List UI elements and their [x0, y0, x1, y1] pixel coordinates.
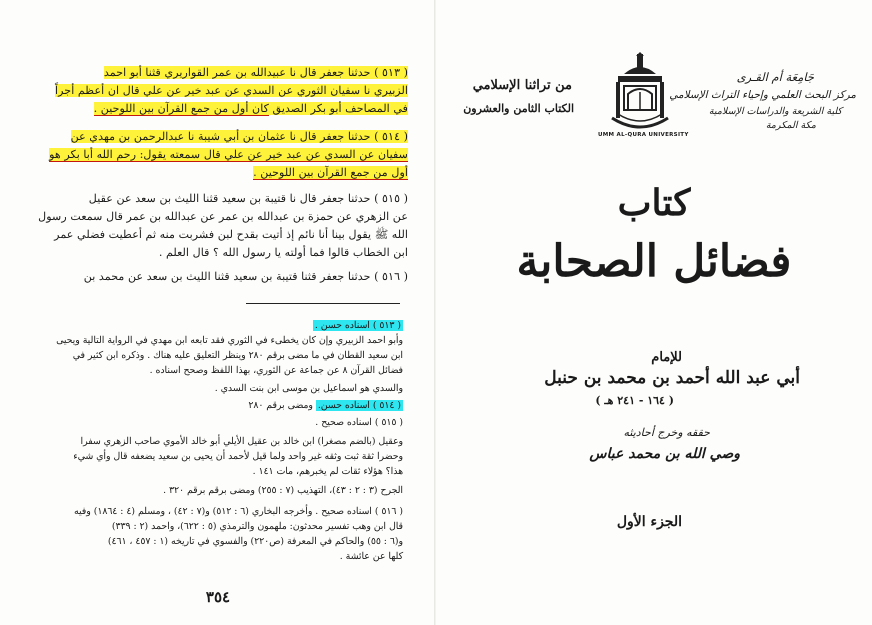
university-emblem-icon	[604, 52, 676, 142]
footnote-513-line1: وأبو احمد الزبيري وإن كان يخطىء في الثوري فقد تابعه ابن مهدي في الرواية التالية ويحيى	[56, 335, 403, 346]
university-line-3: كلية الشريعة والدراسات الإسلامية	[708, 106, 842, 117]
hadith-514-line2: سفيان عن السدي عن عبد خير عن علي قال سمعته يقول: رحم الله أبا بكر هو	[49, 148, 408, 161]
editor-name: وصي الله بن محمد عباس	[589, 446, 740, 462]
emblem-caption: UMM AL-QURA UNIVERSITY	[598, 132, 689, 138]
right-page	[436, 0, 872, 625]
hadith-514-line1: ( ٥١٤ ) حدثنا جعفر قال نا عثمان بن أبي شيبة نا عبدالرحمن بن مهدي عن	[70, 130, 408, 143]
page-number: ٣٥٤	[205, 588, 231, 606]
hadith-516	[12, 268, 408, 286]
footnote-516-line2: قال ابن وهب تفسير محدثون: ملهمون والترمذي (٥ : ٦٢٢)، واحمد (٢ : ٣٣٩)	[111, 521, 403, 532]
umm-al-qura-emblem	[598, 52, 689, 142]
book-kitab-heading: كتاب	[617, 182, 691, 224]
footnote-515-head: ( ٥١٥ ) اسناده صحيح .	[315, 417, 403, 428]
hadith-515-line3: الله ﷺ يقول بينا أنا نائم إذ أتيت بقدح لبن فشربت منه ثم أعطيت فضلي عمر	[54, 228, 408, 241]
footnote-515-line3: هذا؟ هؤلاء ثقات لم يخبرهم، مات ١٤١ .	[252, 466, 403, 477]
university-line-4: مكة المكرمة	[765, 120, 816, 131]
tahqiq-label: حققه وخرج أحاديثه	[623, 426, 710, 439]
hadith-515-line1: ( ٥١٥ ) حدثنا جعفر قال نا قتيبة بن سعيد قثنا الليث بن سعد عن عقيل	[88, 192, 408, 205]
university-line-2: مركز البحث العلمي وإحياء التراث الإسلامي	[669, 89, 856, 101]
lil-imam: للإمام	[651, 350, 682, 365]
hadith-513-line3: في المصاحف أبو بكر الصديق كان أول من جمع القرآن بين اللوحين .	[93, 102, 408, 115]
book-title: فضائل الصحابة	[516, 236, 792, 287]
author-years: ( ١٦٤ - ٢٤١ هـ )	[595, 394, 674, 407]
footnote-513-head: ( ٥١٣ ) اسناده حسن .	[314, 320, 401, 331]
author-name: أبي عبد الله أحمد بن محمد بن حنبل	[544, 368, 800, 388]
footnote-separator	[246, 303, 400, 304]
hadith-515-line2: عن الزهري عن حمزة بن عبدالله بن عمر عن عبدالله بن عمر قال سمعت رسول	[38, 210, 408, 223]
footnote-515-line4: الجرح (٣ : ٢ : ٤٣)، التهذيب (٧ : ٢٥٥) ومضى برقم برقم ٣٢٠ .	[163, 485, 403, 496]
footnote-513-line4: والسدي هو اسماعيل بن موسى ابن بنت السدي .	[214, 383, 403, 394]
hadith-514	[12, 128, 408, 182]
footnote-513-line2: ابن سعيد القطان في ما مضى برقم ٢٨٠ وينظر التعليق عليه هناك . وذكره ابن كثير في	[72, 350, 403, 361]
footnote-516-line1: ( ٥١٦ ) اسناده صحيح . وأخرجه البخاري (٦ : ٥١٢) و(٧ : ٤٢) ، ومسلم (٤ : ١٨٦٤) وفيه	[74, 506, 403, 517]
hadith-513	[12, 64, 408, 118]
footnote-514: ( ٥١٤ ) اسناده حسن. ومضى برقم ٢٨٠	[248, 400, 401, 411]
footnote-516-line3: و(٦ : ٥٥) والحاكم في المعرفة (ص٢٢٠) والفسوي في تاريخه (١ : ٤٥٧ ، ٤٦١)	[107, 536, 403, 547]
footnote-515-line2: وحضرا ثقة ثبت وثقه غير واحد ولما قيل لأحمد أن يحيى بن سعيد يضعفه قال وأي شيء	[73, 451, 403, 462]
hadith-513-line2: الزبيري نا سفيان الثوري عن السدي عن عبد خير عن علي قال ان أعظم أجراً	[55, 84, 408, 97]
footnotes	[18, 318, 403, 564]
university-line-1: جَامِعَة أم القـرى	[736, 70, 814, 84]
series-title: من تراثنا الإسلامي	[472, 78, 572, 93]
footnote-516-line4: كلها عن عائشة .	[339, 551, 403, 562]
hadith-515-line4: ابن الخطاب قالوا فما أولته يا رسول الله ؟ قال العلم .	[158, 246, 408, 259]
hadith-514-line3: أول من جمع القرآن بين اللوحين .	[253, 166, 408, 179]
series-volume-number: الكتاب الثامن والعشرون	[463, 102, 574, 115]
footnote-515-line1: وعقيل (بالضم مصغرا) ابن خالد بن عقيل الأيلي أبو خالد الأموي صاحب الزهري سفرا	[80, 436, 403, 447]
footnote-513-line3: فضائل القرآن ٨ عن جماعة عن الثوري، بهذا اللفظ وصحح اسناده .	[149, 365, 403, 376]
volume-label: الجزء الأول	[616, 514, 682, 530]
hadith-515	[12, 190, 408, 262]
hadith-516-line1: ( ٥١٦ ) حدثنا جعفر قثنا قتيبة بن سعيد قثنا الليث بن سعد عن محمد بن	[83, 270, 408, 283]
hadith-513-line1: ( ٥١٣ ) حدثنا جعفر قال نا عبيدالله بن عمر القواريري قثنا أبو احمد	[103, 66, 408, 79]
